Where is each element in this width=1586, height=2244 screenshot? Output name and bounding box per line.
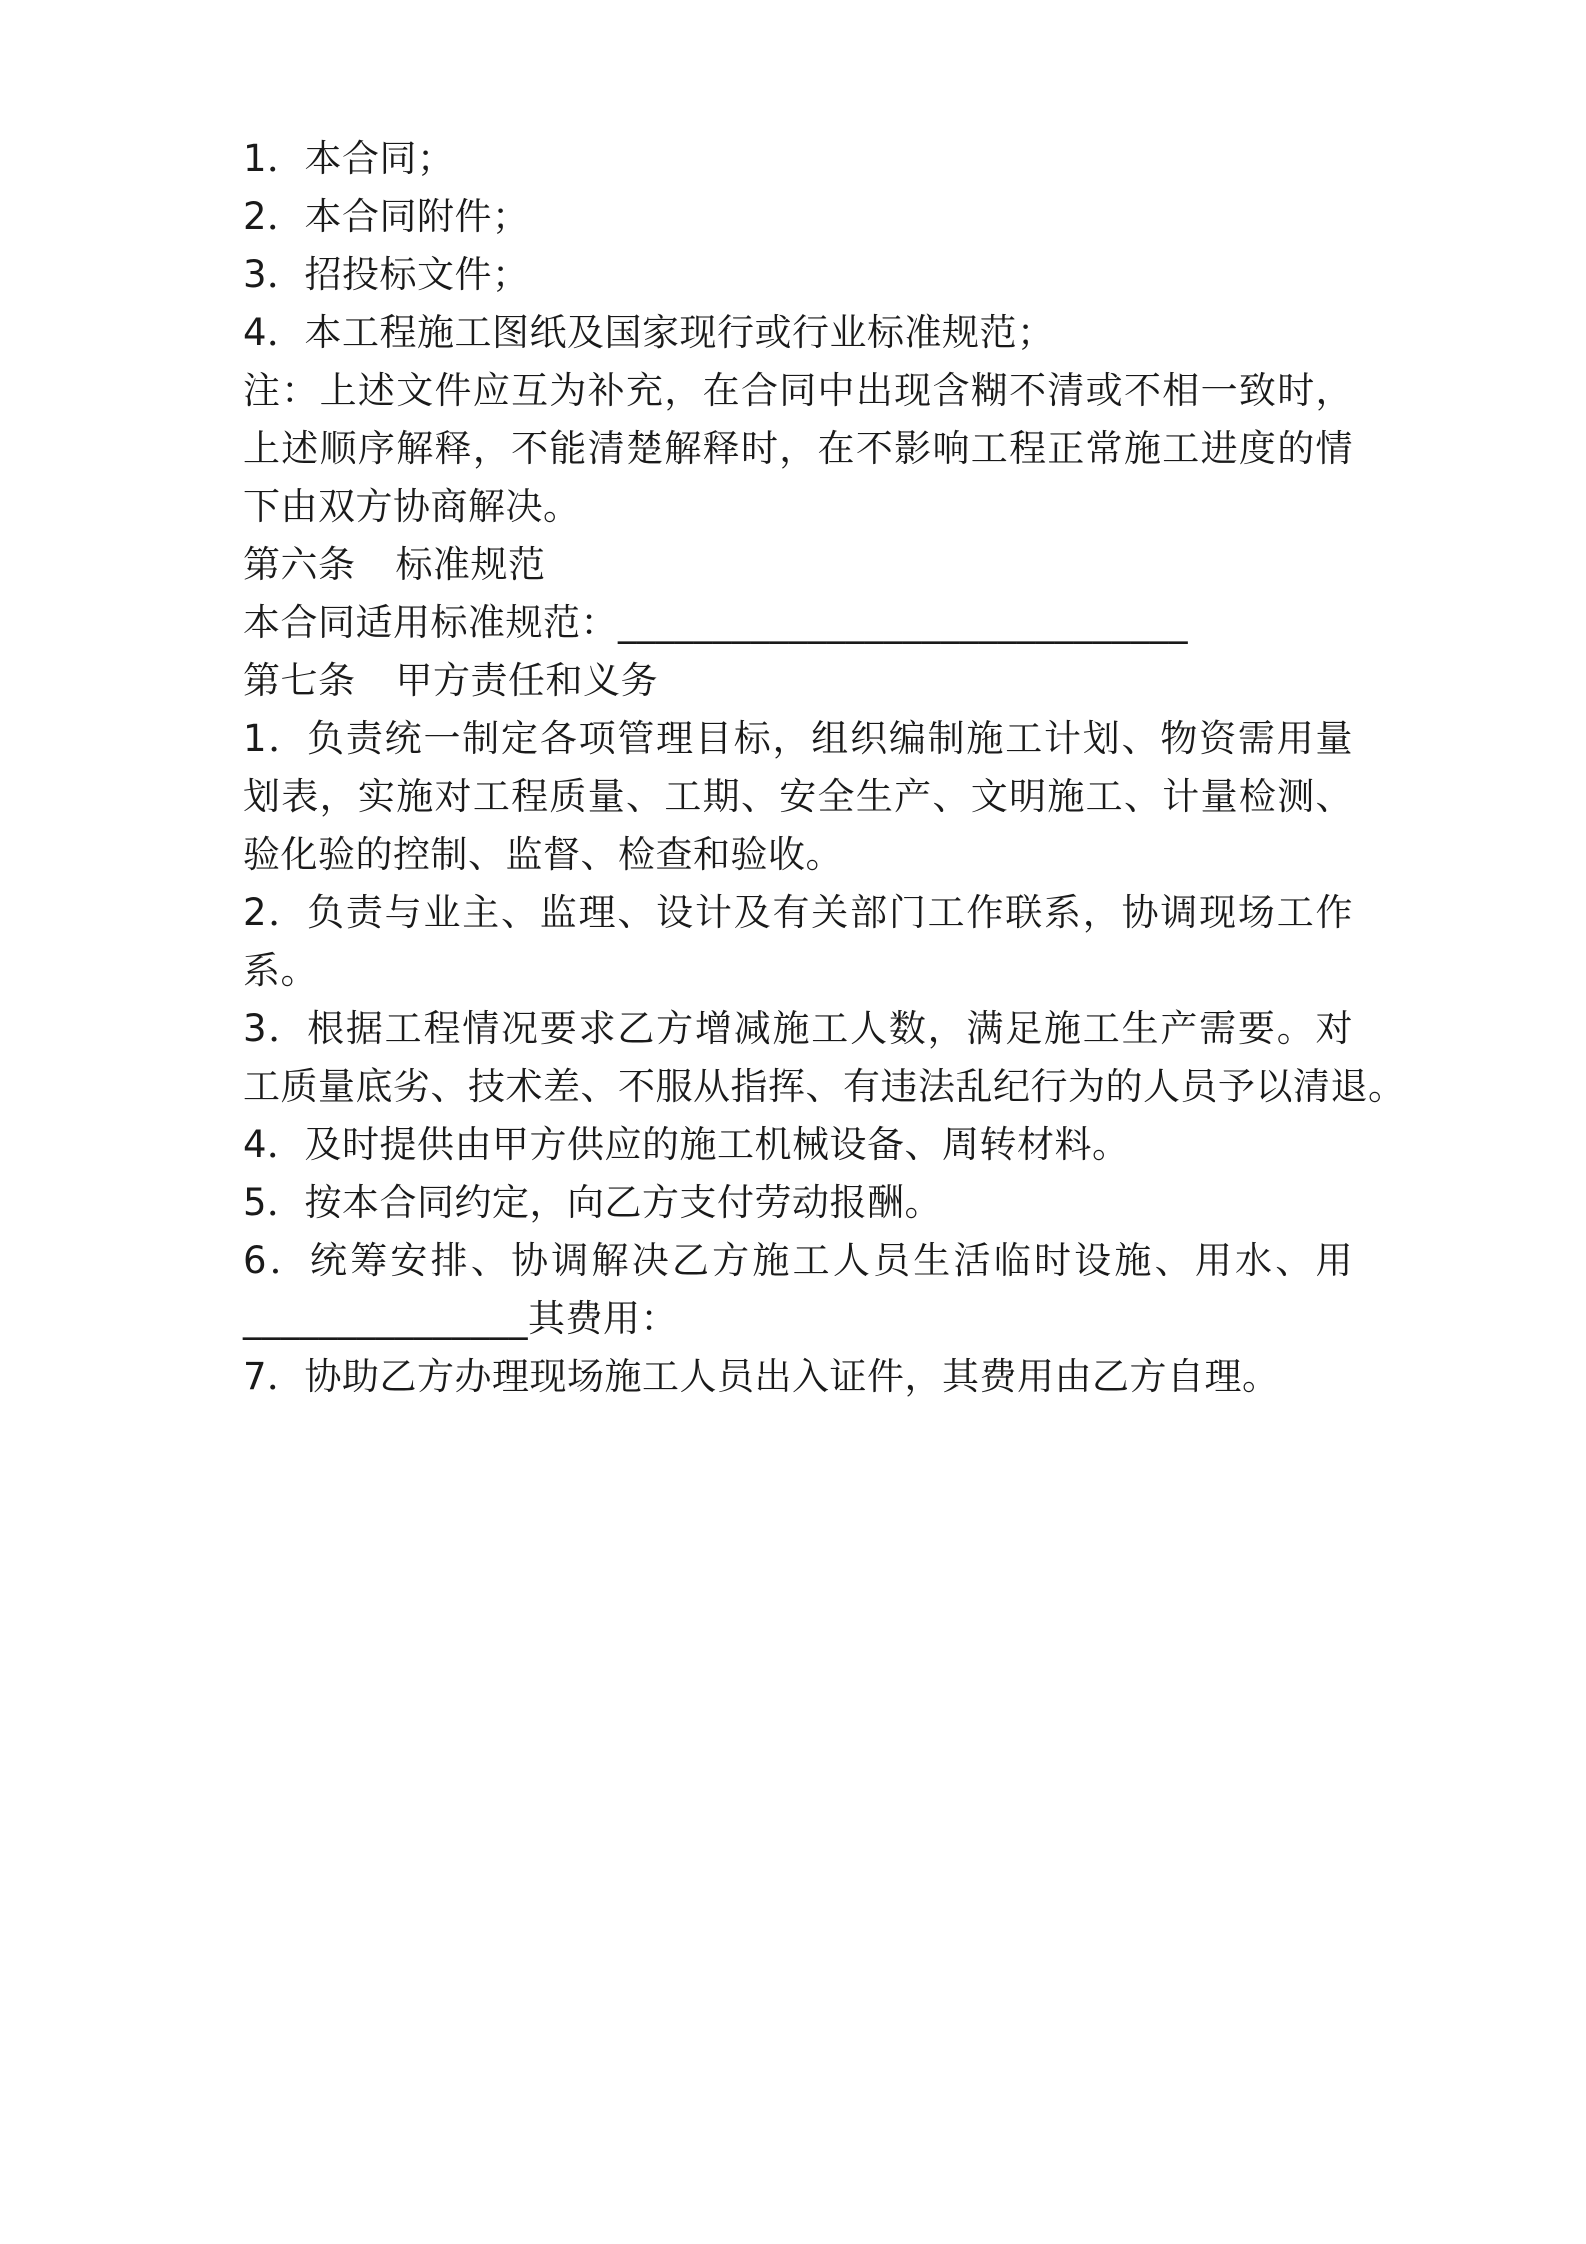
- duty-6-line-2: _______________其费用：: [243, 1297, 678, 1340]
- duty-1-line-3: 验化验的控制、监督、检查和验收。: [243, 833, 843, 876]
- list-item-bidding-documents: 3．招投标文件；: [243, 253, 530, 296]
- duty-1-line-2: 划表，实施对工程质量、工期、安全生产、文明施工、计量检测、: [243, 775, 1353, 818]
- duty-5: 5．按本合同约定，向乙方支付劳动报酬。: [243, 1181, 943, 1224]
- note-line-2: 上述顺序解释，不能清楚解释时，在不影响工程正常施工进度的情: [243, 427, 1353, 470]
- duty-2-line-1: 2．负责与业主、监理、设计及有关部门工作联系，协调现场工作: [243, 891, 1353, 934]
- list-item-drawings-standards: 4．本工程施工图纸及国家现行或行业标准规范；: [243, 311, 1055, 354]
- list-item-contract: 1．本合同；: [243, 137, 455, 180]
- duty-3-line-1: 3．根据工程情况要求乙方增减施工人数，满足施工生产需要。对: [243, 1007, 1353, 1050]
- note-line-3: 下由双方协商解决。: [243, 485, 581, 528]
- article-7-title: 甲方责任和义务: [395, 659, 658, 702]
- standards-line: 本合同适用标准规范：______________________________: [243, 601, 1188, 644]
- duty-4: 4．及时提供由甲方供应的施工机械设备、周转材料。: [243, 1123, 1130, 1166]
- note-line-1: 注：上述文件应互为补充，在合同中出现含糊不清或不相一致时，: [243, 369, 1353, 412]
- duty-3-line-2: 工质量底劣、技术差、不服从指挥、有违法乱纪行为的人员予以清退。: [243, 1065, 1406, 1108]
- article-6-heading: [243, 540, 1353, 590]
- list-item-contract-attachments: 2．本合同附件；: [243, 195, 530, 238]
- duty-2-line-2: 系。: [243, 949, 318, 992]
- duty-7: 7．协助乙方办理现场施工人员出入证件，其费用由乙方自理。: [243, 1355, 1280, 1398]
- duty-1-line-1: 1．负责统一制定各项管理目标，组织编制施工计划、物资需用量: [243, 717, 1353, 760]
- article-6-title: 标准规范: [395, 543, 546, 586]
- document-page: [243, 0, 1406, 2244]
- article-7-heading: [243, 656, 1353, 706]
- article-6-number: 第六条: [243, 543, 356, 586]
- duty-6-line-1: 6．统筹安排、协调解决乙方施工人员生活临时设施、用水、用: [243, 1239, 1353, 1282]
- article-7-number: 第七条: [243, 659, 356, 702]
